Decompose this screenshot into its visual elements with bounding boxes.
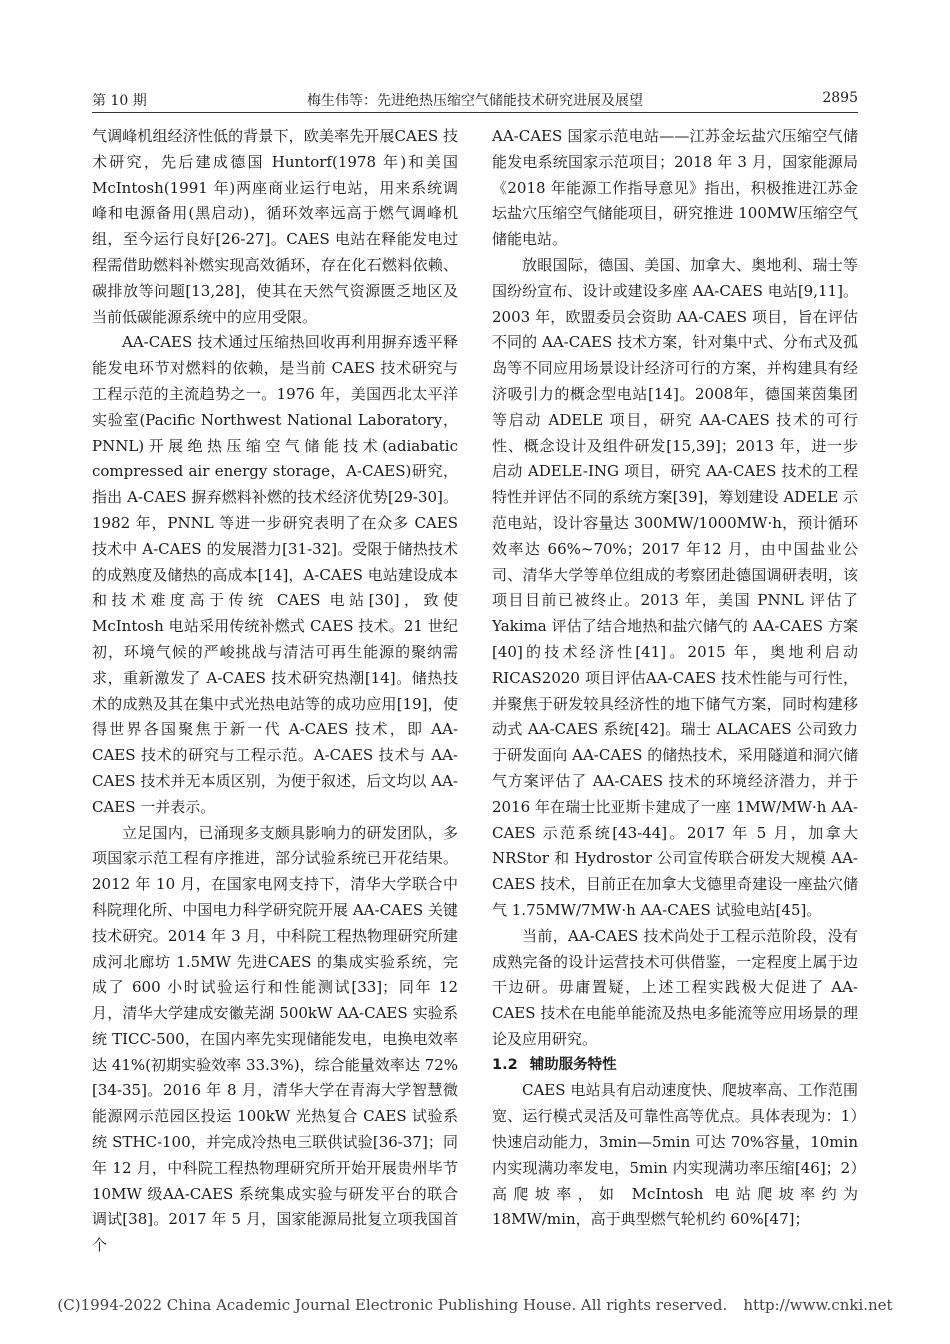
article-title-header: 梅生伟等：先进绝热压缩空气储能技术研究进展及展望	[307, 93, 643, 109]
paragraph-international-progress: 放眼国际，德国、美国、加拿大、奥地利、瑞士等国纷纷宣布、设计或建设多座 AA-CAES 电站[9,11]。2003 年，欧盟委员会资助 AA-CAES 项目，旨在评估不同的 AA-CAES 技术方案，针对集中式、分布式及孤岛等不同应用场景设计经济可行的方案，并构建具有经济吸引力的概念型电站[14]。2008年，德国莱茵集团等启动 ADELE 项目，研究 AA-CAES 技术的可行性、概念设计及组件研发[15,39]；2013 年，进一步启动 ADELE-ING 项目，研究 AA-CAES 技术的工程特性并评估不同的系统方案[39]，筹划建设 ADELE 示范电站，设计容量达 300MW/1000MW·h，预计循环效率达 66%~70%；2017 年12 月，由中国盐业公司、清华大学等单位组成的考察团赴德国调研表明，该项目目前已被终止。2013 年，美国 PNNL 评估了 Yakima 评估了结合地热和盐穴储气的 AA-CAES 方案[40]的技术经济性[41]。2015 年，奥地利启动 RICAS2020 项目评估AA-CAES 技术性能与可行性，并聚焦于研发较具经济性的地下储气方案，同时构建移动式 AA-CAES 系统[42]。瑞士 ALACAES 公司致力于研发面向 AA-CAES 的储热技术，采用隧道和洞穴储气方案评估了 AA-CAES 技术的环境经济潜力，并于2016 年在瑞士比亚斯卡建成了一座 1MW/MW·h AA-CAES 示范系统[43-44]。2017 年 5 月，加拿大NRStor 和 Hydrostor 公司宣传联合研发大规模 AA-CAES 技术，目前正在加拿大戈德里奇建设一座盐穴储气 1.75MW/7MW·h AA-CAES 试验电站[45]。	[492, 255, 858, 919]
paragraph-ancillary-services: CAES 电站具有启动速度快、爬坡率高、工作范围宽、运行模式灵活及可靠性高等优点。具体表现为：1）快速启动能力，3min—5min 可达 70%容量，10min 内实现满功率发电，5min 内实现满功率压缩[46]；2）高爬坡率，如 McIntosh 电站爬坡率约为 18MW/min，高于典型燃气轮机约 60%[47]；	[492, 1081, 858, 1229]
issue-number: 第 10 期	[92, 93, 147, 109]
section-title: 辅助服务特性	[529, 1056, 617, 1073]
running-header	[92, 88, 858, 113]
paragraph-domestic-progress: 立足国内，已涌现多支颇具影响力的研发团队，多项国家示范工程有序推进，部分试验系统已开花结果。2012 年 10 月，在国家电网支持下，清华大学联合中科院理化所、中国电力科学研究院开展 AA-CAES 关键技术研究。2014 年 3 月，中科院工程热物理研究所建成河北廊坊 1.5MW 先进CAES 的集成实验系统，完成了 600 小时试验运行和性能测试[33]；同年 12 月，清华大学建成安徽芜湖 500kW AA-CAES 实验系统 TICC-500，在国内率先实现储能发电，电换电效率达 41%(初期实验效率 33.3%)，综合能量效率达 72%[34-35]。2016 年 8 月，清华大学在青海大学智慧微能源网示范园区投运 100kW 光热复合 CAES 试验系统 STHC-100，并完成冷热电三联供试验[36-37]；同年 12 月，中科院工程热物理研究所开始开展贵州毕节 10MW 级AA-CAES 系统集成实验与研发平台的联合调试[38]。2017 年 5 月，国家能源局批复立项我国首个	[92, 823, 458, 1255]
paragraph-current-status: 当前，AA-CAES 技术尚处于工程示范阶段，没有成熟完备的设计运营技术可供借鉴，一定程度上属于边干边研。毋庸置疑，上述工程实践极大促进了 AA-CAES 技术在电能单能流及热电多能流等应用场景的理论及应用研究。	[492, 926, 858, 1048]
paragraph-aa-caes-intro: AA-CAES 技术通过压缩热回收再利用摒弃透平释能发电环节对燃料的依赖，是当前 CAES 技术研究与工程示范的主流趋势之一。1976 年，美国西北太平洋实验室(Pacific Northwest National Laboratory，PNNL)开展绝热压缩空气储能技术(adiabatic compressed air energy storage，A-CAES)研究，指出 A-CAES 摒弃燃料补燃的技术经济优势[29-30]。1982 年，PNNL 等进一步研究表明了在众多 CAES 技术中 A-CAES 的发展潜力[31-32]。受限于储热技术的成熟度及储热的高成本[14]，A-CAES 电站建设成本和技术难度高于传统 CAES 电站[30]，致使 McIntosh 电站采用传统补燃式 CAES 技术。21 世纪初，环境气候的严峻挑战与清洁可再生能源的聚纳需求，重新激发了 A-CAES 技术研究热潮[14]。储热技术的成熟及其在集中式光热电站等的成功应用[19]，使得世界各国聚焦于新一代 A-CAES 技术，即 AA-CAES 技术的研究与工程示范。A-CAES 技术与 AA-CAES 技术并无本质区别，为便于叙述，后文均以 AA-CAES 一并表示。	[92, 333, 458, 816]
left-column	[92, 124, 458, 1259]
paragraph-continued: 气调峰机组经济性低的背景下，欧美率先开展CAES 技术研究，先后建成德国 Huntorf(1978 年)和美国 McIntosh(1991 年)两座商业运行电站，用来系统调峰和电源备用(黑启动)，循环效率远高于燃气调峰机组，至今运行良好[26-27]。CAES 电站在释能发电过程需借助燃料补燃实现高效循环，存在化石燃料依赖、碳排放等问题[13,28]，使其在天然气资源匮乏地区及当前低碳能源系统中的应用受限。	[92, 127, 458, 326]
page-number: 2895	[822, 90, 858, 106]
paragraph-continued-right: AA-CAES 国家示范电站——江苏金坛盐穴压缩空气储能发电系统国家示范项目；2018 年 3 月，国家能源局《2018 年能源工作指导意见》指出，积极推进江苏金坛盐穴压缩空气储能项目，研究推进 100MW压缩空气储能电站。	[492, 127, 858, 249]
section-number: 1.2	[492, 1056, 518, 1073]
copyright-text: (C)1994-2022 China Academic Journal Electronic Publishing House. All rights reserved.	[57, 1296, 728, 1314]
cnki-link[interactable]: http://www.cnki.net	[743, 1296, 893, 1314]
right-column	[492, 124, 858, 1233]
copyright-footer	[0, 1296, 950, 1314]
section-heading	[492, 1053, 858, 1079]
